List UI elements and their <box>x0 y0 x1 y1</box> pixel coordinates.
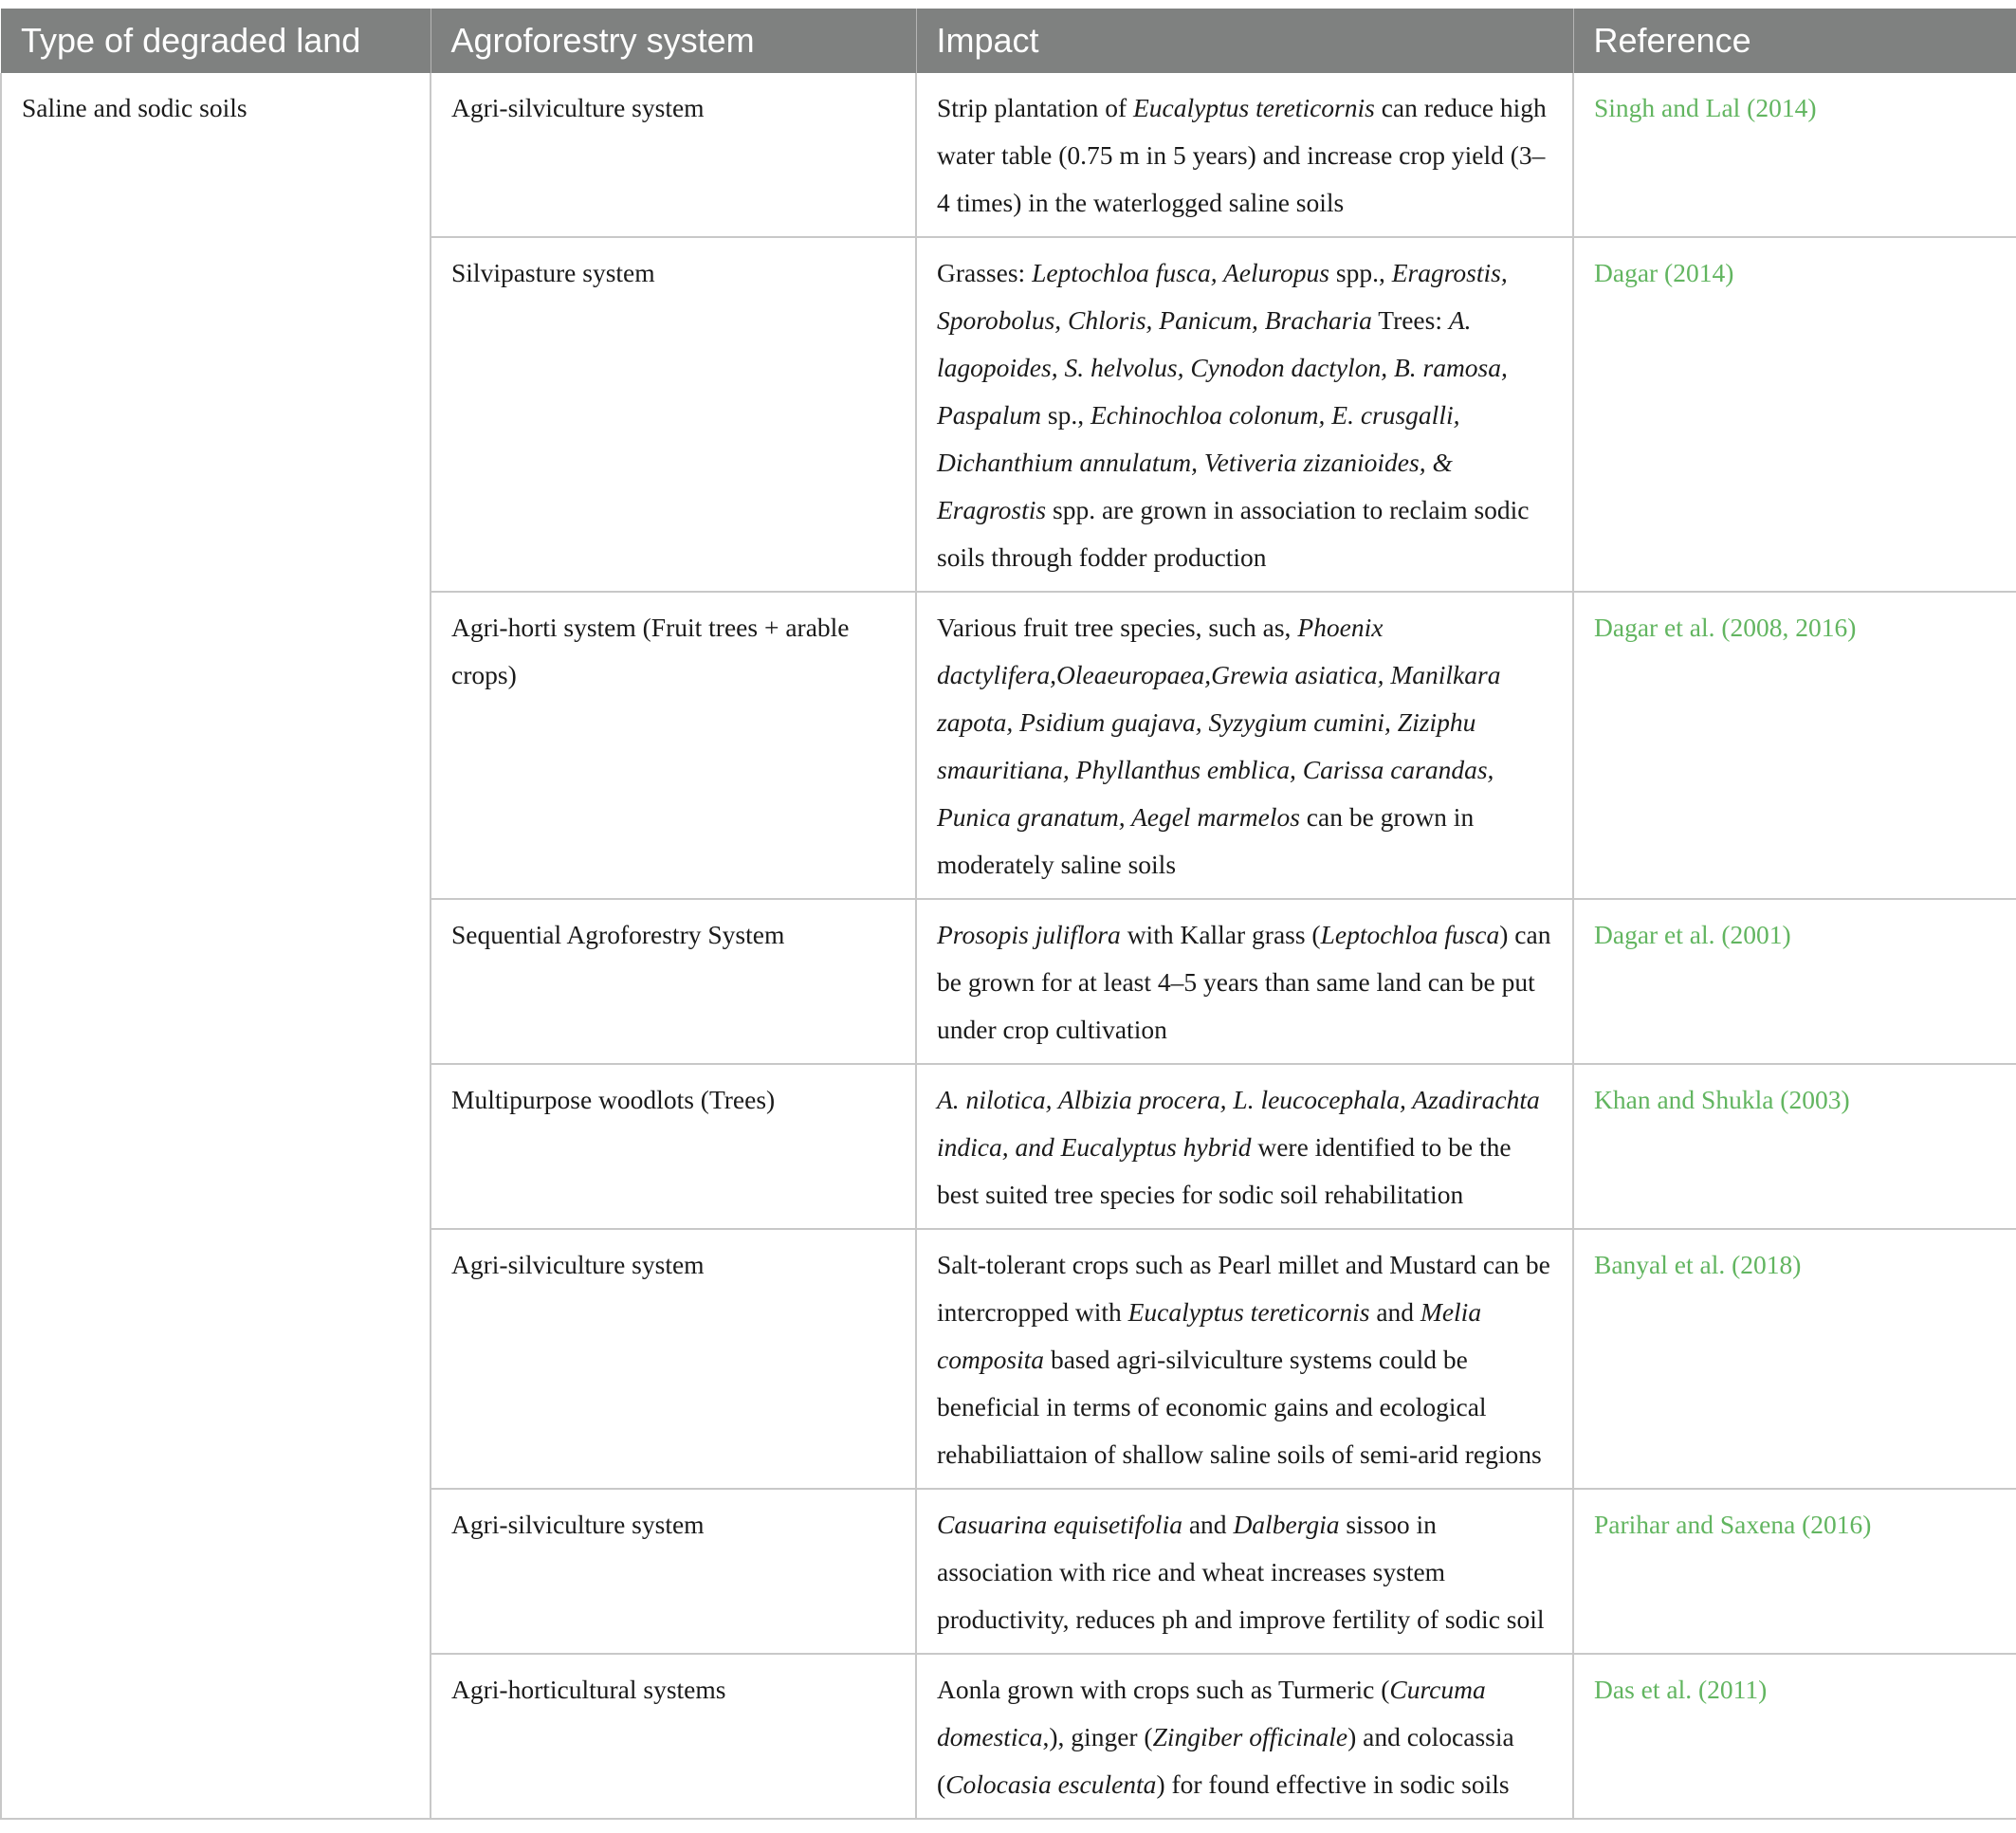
header-reference: Reference <box>1573 9 2016 73</box>
agroforestry-system-cell: Multipurpose woodlots (Trees) <box>431 1064 916 1229</box>
species-name: Eragrostis, Sporobolus, Chloris, Panicum, Bracharia <box>937 258 1508 335</box>
impact-cell <box>916 592 1573 899</box>
reference-cell <box>1573 899 2016 1064</box>
reference-cell <box>1573 1654 2016 1819</box>
header-type-of-degraded-land: Type of degraded land <box>1 9 431 73</box>
impact-cell <box>916 73 1573 237</box>
impact-text: sp., <box>1041 400 1090 430</box>
impact-text: Aonla grown with crops such as Turmeric ( <box>937 1675 1390 1704</box>
impact-text: ) can be grown for at least 4–5 years than same land can be put under crop cultivation <box>937 920 1551 1044</box>
species-name: Casuarina equisetifolia <box>937 1510 1182 1539</box>
impact-text: ) and colocassia ( <box>937 1722 1514 1799</box>
species-name: Colocasia esculenta <box>945 1769 1157 1799</box>
impact-text: Various fruit tree species, such as, <box>937 613 1298 642</box>
species-name: Leptochloa fusca, Aeluropus <box>1032 258 1330 287</box>
impact-cell <box>916 1229 1573 1489</box>
impact-cell <box>916 899 1573 1064</box>
header-agroforestry-system: Agroforestry system <box>431 9 916 73</box>
impact-text: were identified to be the best suited tree species for sodic soil rehabilitation <box>937 1132 1512 1209</box>
reference-cell <box>1573 237 2016 592</box>
species-name: Phoenix dactylifera,Oleaeuropaea,Grewia asiatica, Manilkara zapota, Psidium guajava, Syzygium cumini, Ziziphu smauritiana, Phyllanthus emblica, Carissa carandas, Punica granatum, Aegel marmelos <box>937 613 1501 832</box>
impact-text: ,), ginger ( <box>1042 1722 1153 1751</box>
species-name: Eucalyptus tereticornis <box>1127 1297 1370 1327</box>
impact-text: Grasses: <box>937 258 1033 287</box>
agroforestry-system-cell: Agri-silviculture system <box>431 73 916 237</box>
reference-cell <box>1573 1229 2016 1489</box>
impact-text: Strip plantation of <box>937 93 1133 122</box>
species-name: Prosopis juliflora <box>937 920 1121 949</box>
species-name: Echinochloa colonum, E. crusgalli, Dichanthium annulatum, Vetiveria zizanioides, & Eragrostis <box>937 400 1460 524</box>
impact-text: and <box>1369 1297 1420 1327</box>
agroforestry-system-cell: Agri-horti system (Fruit trees + arable crops) <box>431 592 916 899</box>
land-type-cell: Saline and sodic soils <box>1 73 431 1819</box>
reference-cell <box>1573 1489 2016 1654</box>
reference-link[interactable]: Banyal et al. (2018) <box>1594 1250 1802 1279</box>
agroforestry-system-cell: Agri-silviculture system <box>431 1489 916 1654</box>
species-name: Zingiber officinale <box>1152 1722 1348 1751</box>
reference-link[interactable]: Parihar and Saxena (2016) <box>1594 1510 1872 1539</box>
agroforestry-system-cell: Agri-silviculture system <box>431 1229 916 1489</box>
impact-cell <box>916 1064 1573 1229</box>
table-header-row <box>1 9 2016 73</box>
agroforestry-table <box>0 9 2016 1820</box>
species-name: A. lagopoides, S. helvolus, Cynodon dactylon, B. ramosa, Paspalum <box>937 305 1508 430</box>
table-row <box>1 73 2016 237</box>
species-name: Curcuma domestica <box>937 1675 1486 1751</box>
header-impact: Impact <box>916 9 1573 73</box>
impact-text: with Kallar grass ( <box>1120 920 1321 949</box>
impact-cell <box>916 1489 1573 1654</box>
impact-text: Trees: <box>1371 305 1449 335</box>
impact-text: can be grown in moderately saline soils <box>937 802 1475 879</box>
table-body <box>1 73 2016 1819</box>
reference-link[interactable]: Singh and Lal (2014) <box>1594 93 1817 122</box>
reference-link[interactable]: Dagar (2014) <box>1594 258 1734 287</box>
impact-cell <box>916 1654 1573 1819</box>
species-name: Dalbergia <box>1233 1510 1340 1539</box>
reference-link[interactable]: Das et al. (2011) <box>1594 1675 1768 1704</box>
reference-cell <box>1573 592 2016 899</box>
impact-text: spp. are grown in association to reclaim sodic soils through fodder production <box>937 495 1530 572</box>
agroforestry-system-cell: Silvipasture system <box>431 237 916 592</box>
reference-link[interactable]: Dagar et al. (2001) <box>1594 920 1791 949</box>
agroforestry-system-cell: Agri-horticultural systems <box>431 1654 916 1819</box>
impact-text: can reduce high water table (0.75 m in 5 years) and increase crop yield (3–4 times) in the waterlogged saline soils <box>937 93 1547 217</box>
impact-text: Salt-tolerant crops such as Pearl millet and Mustard can be intercropped with <box>937 1250 1550 1327</box>
species-name: A. nilotica, Albizia procera, L. leucocephala, Azadirachta indica, and Eucalyptus hybrid <box>937 1085 1540 1162</box>
impact-text: based agri-silviculture systems could be beneficial in terms of economic gains and ecological rehabiliattaion of shallow saline soils of semi-arid regions <box>937 1345 1542 1469</box>
agroforestry-system-cell: Sequential Agroforestry System <box>431 899 916 1064</box>
reference-cell <box>1573 73 2016 237</box>
reference-cell <box>1573 1064 2016 1229</box>
impact-text: spp., <box>1329 258 1392 287</box>
impact-text: ) for found effective in sodic soils <box>1156 1769 1510 1799</box>
species-name: Melia composita <box>937 1297 1482 1374</box>
reference-link[interactable]: Dagar et al. (2008, 2016) <box>1594 613 1857 642</box>
species-name: Leptochloa fusca <box>1320 920 1500 949</box>
impact-text: and <box>1182 1510 1234 1539</box>
impact-cell <box>916 237 1573 592</box>
reference-link[interactable]: Khan and Shukla (2003) <box>1594 1085 1850 1114</box>
species-name: Eucalyptus tereticornis <box>1133 93 1375 122</box>
impact-text: sissoo in association with rice and wheat increases system productivity, reduces ph and improve fertility of sodic soil <box>937 1510 1545 1634</box>
